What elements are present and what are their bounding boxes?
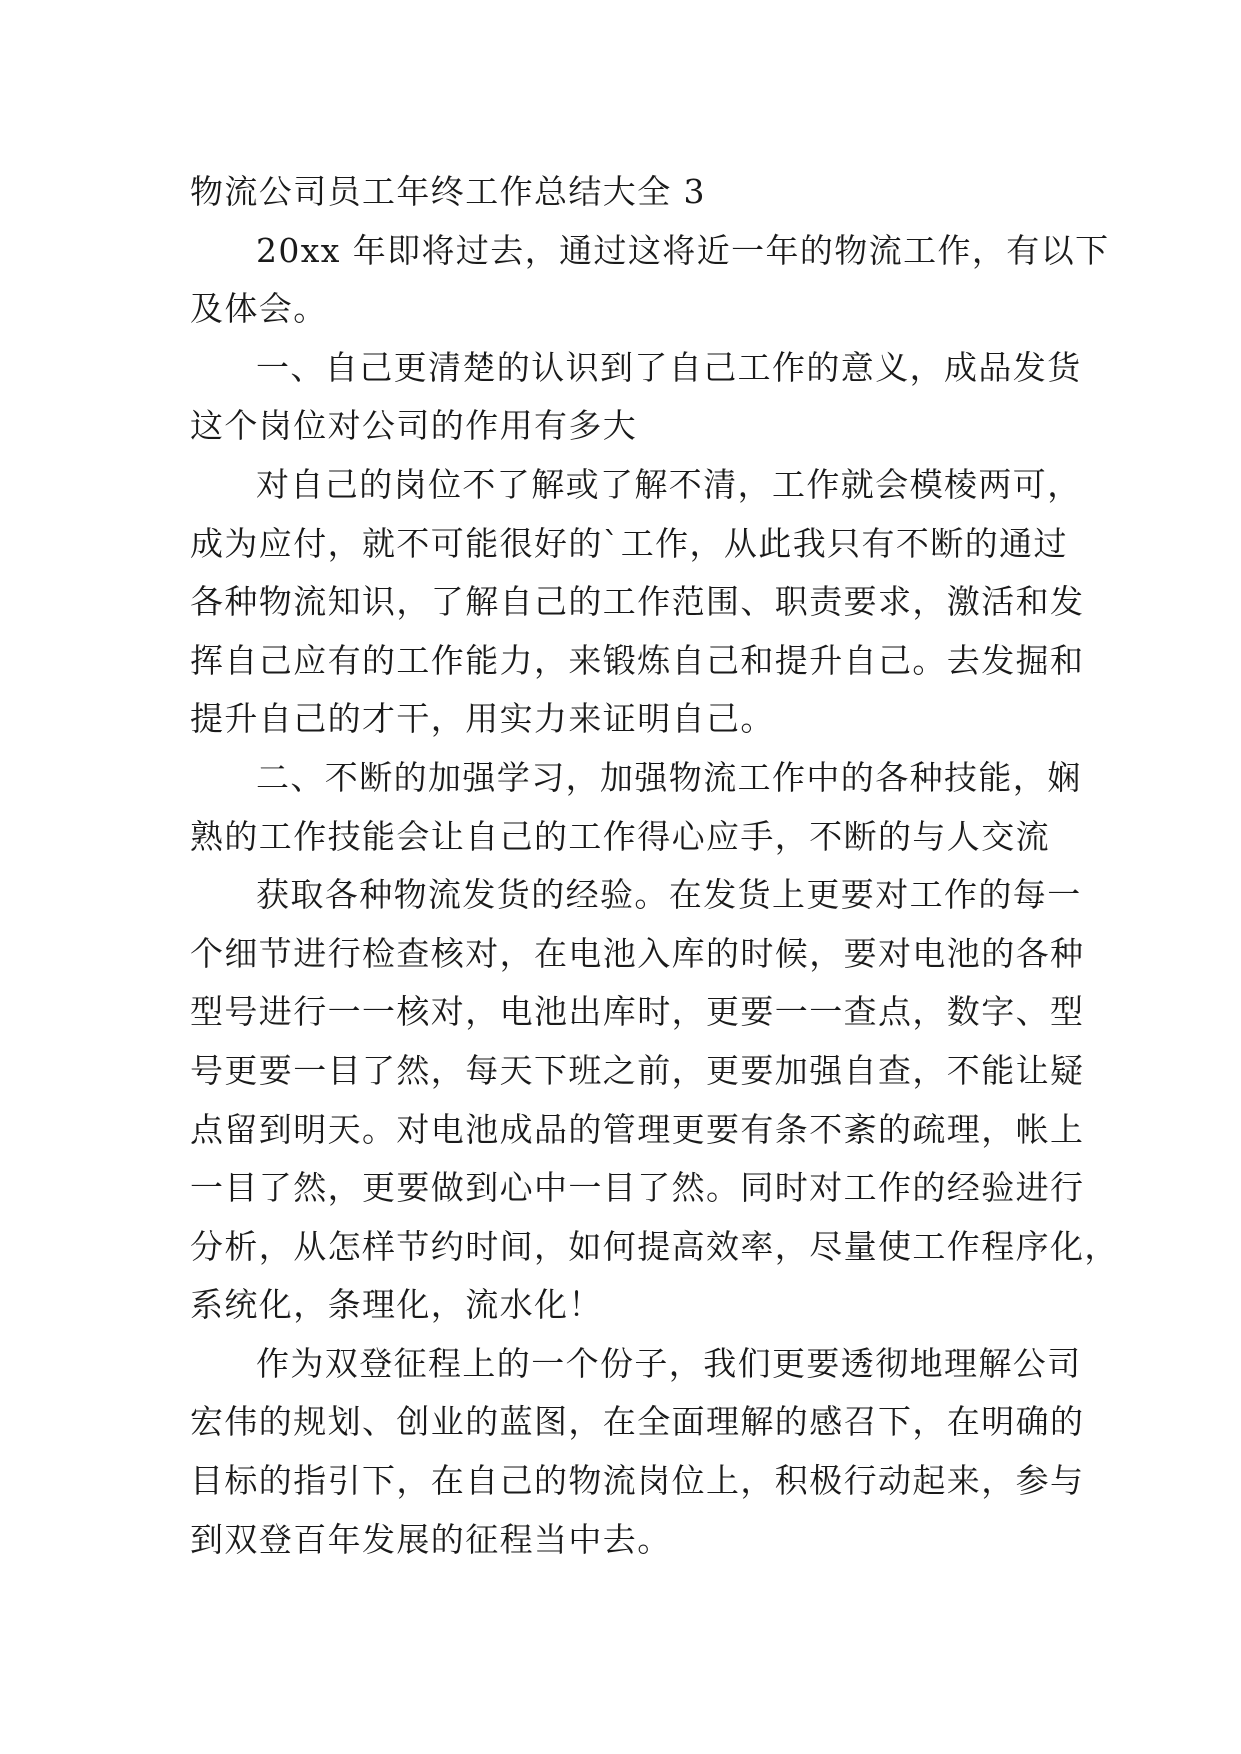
- paragraph: [190, 866, 1119, 1335]
- paragraph-line: 号更要一目了然，每天下班之前，更要加强自查，不能让疑: [190, 1050, 1085, 1090]
- paragraph-line: 目标的指引下，在自己的物流岗位上，积极行动起来，参与: [190, 1461, 1085, 1501]
- paragraph-list: [190, 222, 1119, 1570]
- paragraph-line: 提升自己的才干，用实力来证明自己。: [190, 699, 775, 739]
- paragraph: [190, 456, 1085, 749]
- paragraph-line: 型号进行一一核对，电池出库时，更要一一查点，数字、型: [190, 992, 1085, 1032]
- paragraph-line: 二、不断的加强学习，加强物流工作中的各种技能，娴: [256, 757, 1082, 797]
- paragraph-line: 及体会。: [190, 289, 328, 329]
- paragraph-line: 点留到明天。对电池成品的管理更要有条不紊的疏理，帐上: [190, 1109, 1085, 1149]
- paragraph-line: 这个岗位对公司的作用有多大: [190, 406, 638, 446]
- paragraph-line: 系统化，条理化，流水化！: [190, 1285, 603, 1325]
- document-body: [190, 163, 1119, 1569]
- paragraph-line: 作为双登征程上的一个份子，我们更要透彻地理解公司: [256, 1343, 1082, 1383]
- paragraph: [190, 222, 1110, 339]
- paragraph-line: 个细节进行检查核对，在电池入库的时候，要对电池的各种: [190, 933, 1085, 973]
- paragraph-line: 对自己的岗位不了解或了解不清，工作就会模棱两可，: [256, 464, 1082, 504]
- paragraph-line: 一、自己更清楚的认识到了自己工作的意义，成品发货: [256, 347, 1082, 387]
- paragraph-line: 20xx 年即将过去，通过这将近一年的物流工作，有以下: [256, 230, 1110, 270]
- paragraph: [190, 1335, 1085, 1569]
- paragraph: [190, 339, 1082, 456]
- paragraph-line: 一目了然，更要做到心中一目了然。同时对工作的经验进行: [190, 1168, 1085, 1208]
- paragraph-line: 到双登百年发展的征程当中去。: [190, 1519, 672, 1559]
- paragraph: [190, 749, 1082, 866]
- paragraph-line: 宏伟的规划、创业的蓝图，在全面理解的感召下，在明确的: [190, 1402, 1085, 1442]
- paragraph-line: 成为应付，就不可能很好的`工作，从此我只有不断的通过: [190, 523, 1068, 563]
- paragraph-line: 各种物流知识，了解自己的工作范围、职责要求，激活和发: [190, 582, 1085, 622]
- paragraph-line: 分析，从怎样节约时间，如何提高效率，尽量使工作程序化，: [190, 1226, 1119, 1266]
- paragraph-line: 挥自己应有的工作能力，来锻炼自己和提升自己。去发掘和: [190, 640, 1085, 680]
- paragraph-line: 熟的工作技能会让自己的工作得心应手，不断的与人交流: [190, 816, 1050, 856]
- document-title: 物流公司员工年终工作总结大全 3: [190, 172, 706, 211]
- paragraph-line: 获取各种物流发货的经验。在发货上更要对工作的每一: [256, 875, 1082, 915]
